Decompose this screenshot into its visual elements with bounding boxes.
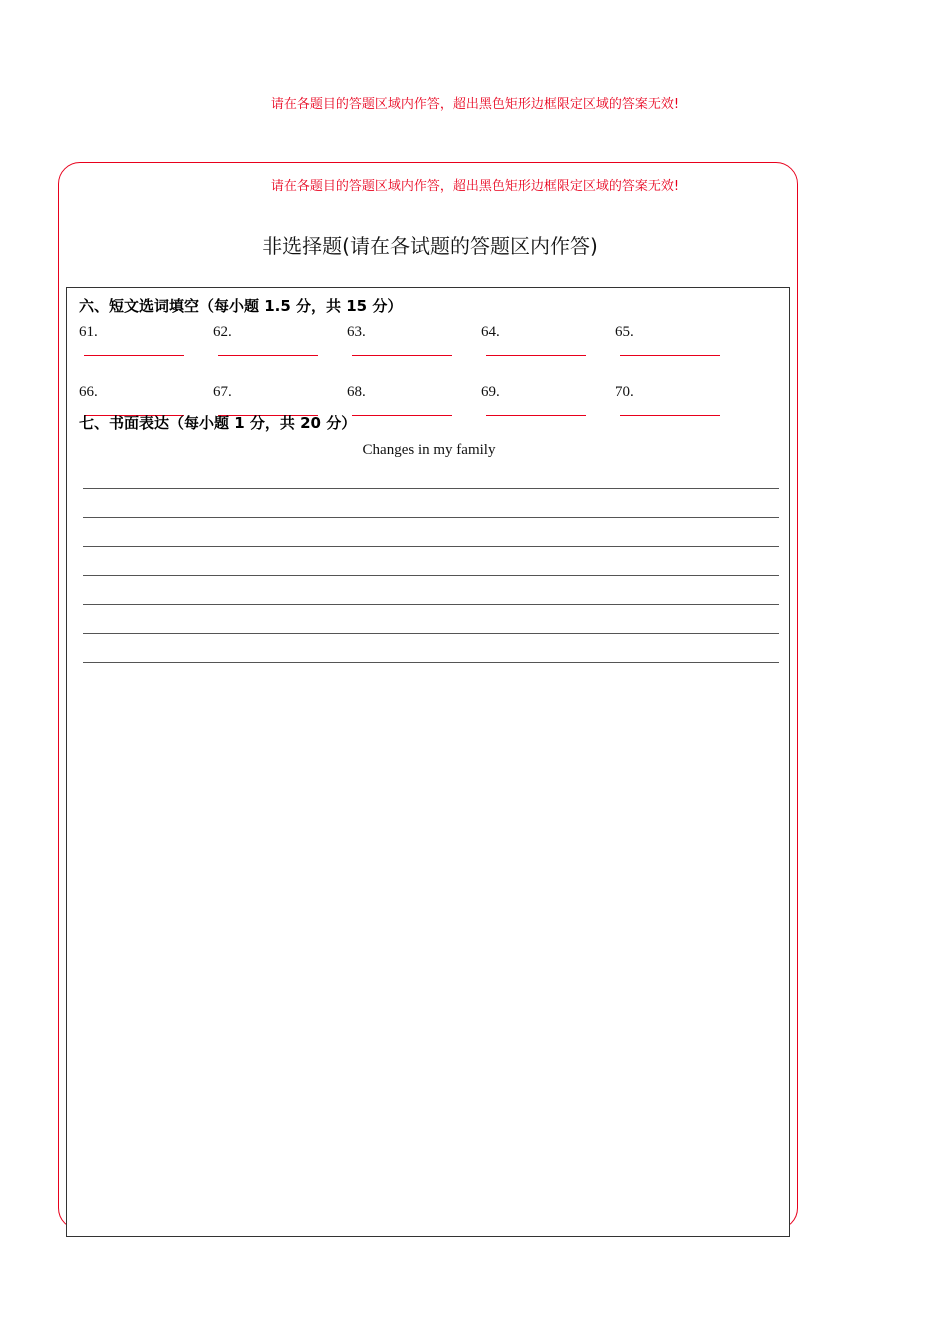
blank-line[interactable]	[620, 341, 720, 356]
blank-number: 61.	[79, 324, 98, 340]
writing-line[interactable]	[83, 604, 779, 605]
blank-number: 70.	[615, 384, 634, 400]
warning-text-top: 请在各题目的答题区域内作答，超出黑色矩形边框限定区域的答案无效!	[270, 97, 680, 112]
blank-number: 68.	[347, 384, 366, 400]
blank-number: 62.	[213, 324, 232, 340]
writing-line[interactable]	[83, 517, 779, 518]
blank-item[interactable]	[615, 384, 720, 421]
blank-number: 69.	[481, 384, 500, 400]
writing-line[interactable]	[83, 546, 779, 547]
blank-line[interactable]	[352, 341, 452, 356]
blank-number: 66.	[79, 384, 98, 400]
writing-line[interactable]	[83, 633, 779, 634]
blank-item[interactable]	[347, 324, 452, 361]
blank-number: 63.	[347, 324, 366, 340]
blank-line[interactable]	[486, 341, 586, 356]
blank-line[interactable]	[486, 401, 586, 416]
blank-line[interactable]	[352, 401, 452, 416]
blank-number: 67.	[213, 384, 232, 400]
essay-title: Changes in my family	[362, 442, 496, 458]
blank-item[interactable]	[213, 324, 318, 361]
part6-heading: 六、短文选词填空（每小题 1.5 分，共 15 分）	[79, 297, 403, 315]
blank-item[interactable]	[481, 324, 586, 361]
blank-line[interactable]	[620, 401, 720, 416]
warning-text-inner: 请在各题目的答题区域内作答，超出黑色矩形边框限定区域的答案无效!	[270, 179, 680, 194]
blank-item[interactable]	[481, 384, 586, 421]
writing-line[interactable]	[83, 575, 779, 576]
part7-heading: 七、书面表达（每小题 1 分，共 20 分）	[79, 414, 357, 432]
blank-item[interactable]	[79, 324, 184, 361]
section-title: 非选择题(请在各试题的答题区内作答)	[262, 234, 598, 258]
answer-box	[66, 287, 790, 1237]
blank-item[interactable]	[347, 384, 452, 421]
blank-line[interactable]	[84, 341, 184, 356]
writing-line[interactable]	[83, 488, 779, 489]
writing-line[interactable]	[83, 662, 779, 663]
blank-line[interactable]	[218, 341, 318, 356]
blank-item[interactable]	[615, 324, 720, 361]
blank-number: 64.	[481, 324, 500, 340]
blank-number: 65.	[615, 324, 634, 340]
